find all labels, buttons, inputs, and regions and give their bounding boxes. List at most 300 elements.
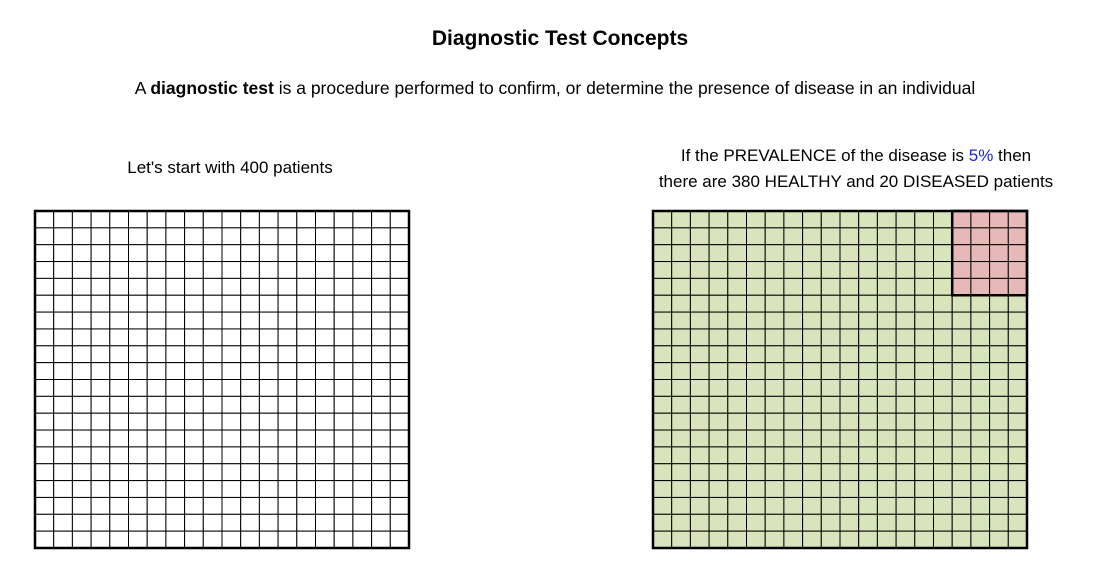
healthy-patient-cell: [990, 481, 1009, 498]
healthy-patient-cell: [821, 262, 840, 279]
patient-cell: [91, 278, 110, 295]
healthy-patient-cell: [709, 531, 728, 548]
patient-cell: [316, 514, 335, 531]
healthy-patient-cell: [859, 312, 878, 329]
healthy-patient-cell: [765, 262, 784, 279]
patient-cell: [222, 514, 241, 531]
patient-cell: [278, 447, 297, 464]
healthy-patient-cell: [803, 245, 822, 262]
patient-cell: [203, 295, 222, 312]
diseased-patient-cell: [990, 245, 1009, 262]
healthy-patient-cell: [896, 430, 915, 447]
patient-cell: [203, 312, 222, 329]
patient-cell: [372, 481, 391, 498]
patient-cell: [297, 380, 316, 397]
patient-cell: [166, 363, 185, 380]
healthy-patient-cell: [877, 245, 896, 262]
healthy-patient-cell: [690, 363, 709, 380]
patient-cell: [278, 312, 297, 329]
healthy-patient-cell: [709, 396, 728, 413]
healthy-patient-cell: [1008, 380, 1027, 397]
healthy-patient-cell: [653, 329, 672, 346]
patient-cell: [54, 245, 73, 262]
healthy-patient-cell: [896, 531, 915, 548]
patient-cell: [241, 278, 260, 295]
healthy-patient-cell: [728, 514, 747, 531]
patient-cell: [203, 464, 222, 481]
healthy-patient-cell: [1008, 514, 1027, 531]
patient-cell: [166, 346, 185, 363]
healthy-patient-cell: [1008, 329, 1027, 346]
patient-cell: [129, 481, 148, 498]
patient-cell: [185, 346, 204, 363]
patient-cell: [147, 363, 166, 380]
patient-cell: [241, 531, 260, 548]
patient-cell: [241, 262, 260, 279]
patient-cell: [334, 346, 353, 363]
patient-cell: [35, 447, 54, 464]
patient-cell: [353, 278, 372, 295]
healthy-patient-cell: [934, 447, 953, 464]
patient-cell: [35, 497, 54, 514]
healthy-patient-cell: [803, 447, 822, 464]
healthy-patient-cell: [915, 464, 934, 481]
patient-cell: [353, 481, 372, 498]
patient-cell: [35, 514, 54, 531]
patient-cell: [110, 447, 129, 464]
patient-cell: [166, 312, 185, 329]
healthy-patient-cell: [840, 514, 859, 531]
healthy-patient-cell: [728, 346, 747, 363]
patient-cell: [297, 329, 316, 346]
healthy-patient-cell: [934, 380, 953, 397]
patient-cell: [185, 531, 204, 548]
patient-cell: [129, 228, 148, 245]
healthy-patient-cell: [821, 531, 840, 548]
patient-cell: [222, 464, 241, 481]
patient-cell: [353, 346, 372, 363]
patient-cell: [316, 363, 335, 380]
healthy-patient-cell: [934, 464, 953, 481]
patient-cell: [35, 228, 54, 245]
healthy-patient-cell: [653, 312, 672, 329]
patient-cell: [72, 430, 91, 447]
patient-cell: [54, 514, 73, 531]
patient-cell: [203, 481, 222, 498]
healthy-patient-cell: [990, 413, 1009, 430]
healthy-patient-cell: [803, 295, 822, 312]
healthy-patient-cell: [915, 245, 934, 262]
patient-cell: [259, 228, 278, 245]
patient-cell: [353, 211, 372, 228]
healthy-patient-cell: [915, 363, 934, 380]
patient-cell: [372, 312, 391, 329]
healthy-patient-cell: [672, 396, 691, 413]
patient-cell: [54, 464, 73, 481]
healthy-patient-cell: [653, 228, 672, 245]
patient-cell: [72, 329, 91, 346]
healthy-patient-cell: [765, 464, 784, 481]
patient-cell: [372, 447, 391, 464]
patient-cell: [278, 211, 297, 228]
patient-cell: [372, 278, 391, 295]
healthy-patient-cell: [709, 464, 728, 481]
patient-cell: [353, 245, 372, 262]
healthy-patient-cell: [672, 531, 691, 548]
healthy-patient-cell: [765, 481, 784, 498]
patient-cell: [297, 464, 316, 481]
healthy-diseased-counts: there are 380 HEALTHY and 20 DISEASED patients: [658, 172, 1054, 191]
patient-cell: [185, 228, 204, 245]
patient-cell: [372, 295, 391, 312]
patient-cell: [35, 531, 54, 548]
healthy-patient-cell: [896, 447, 915, 464]
healthy-patient-cell: [784, 497, 803, 514]
patient-cell: [129, 531, 148, 548]
patient-cell: [372, 413, 391, 430]
healthy-patient-cell: [803, 228, 822, 245]
patient-cell: [72, 396, 91, 413]
healthy-patient-cell: [803, 514, 822, 531]
patient-cell: [185, 514, 204, 531]
patient-cell: [72, 211, 91, 228]
patient-cell: [147, 481, 166, 498]
patient-cell: [166, 413, 185, 430]
healthy-patient-cell: [747, 211, 766, 228]
patient-cell: [334, 329, 353, 346]
patient-cell: [297, 295, 316, 312]
healthy-patient-cell: [859, 531, 878, 548]
patient-cell: [297, 278, 316, 295]
healthy-patient-cell: [728, 211, 747, 228]
patient-cell: [353, 329, 372, 346]
healthy-patient-cell: [672, 363, 691, 380]
healthy-patient-cell: [990, 430, 1009, 447]
patient-cell: [334, 228, 353, 245]
healthy-patient-cell: [653, 245, 672, 262]
healthy-patient-cell: [765, 228, 784, 245]
healthy-patient-cell: [934, 497, 953, 514]
patient-cell: [390, 380, 409, 397]
patient-cell: [35, 363, 54, 380]
patient-cell: [110, 312, 129, 329]
patient-cell: [297, 363, 316, 380]
patient-cell: [166, 481, 185, 498]
healthy-patient-cell: [877, 380, 896, 397]
healthy-patient-cell: [709, 413, 728, 430]
patient-cell: [278, 380, 297, 397]
healthy-patient-cell: [859, 295, 878, 312]
patient-cell: [72, 312, 91, 329]
healthy-patient-cell: [952, 329, 971, 346]
healthy-patient-cell: [990, 380, 1009, 397]
healthy-patient-cell: [934, 481, 953, 498]
patient-cell: [390, 514, 409, 531]
patient-cell: [372, 228, 391, 245]
healthy-patient-cell: [859, 430, 878, 447]
patient-cell: [129, 497, 148, 514]
healthy-patient-cell: [990, 312, 1009, 329]
patient-cell: [334, 396, 353, 413]
healthy-patient-cell: [896, 413, 915, 430]
patient-cell: [166, 295, 185, 312]
healthy-patient-cell: [1008, 413, 1027, 430]
healthy-patient-cell: [1008, 363, 1027, 380]
healthy-patient-cell: [784, 245, 803, 262]
healthy-patient-cell: [728, 295, 747, 312]
patient-cell: [203, 346, 222, 363]
healthy-patient-cell: [934, 262, 953, 279]
diseased-patient-cell: [990, 211, 1009, 228]
patient-cell: [297, 481, 316, 498]
patient-cell: [334, 278, 353, 295]
patient-cell: [372, 464, 391, 481]
healthy-patient-cell: [952, 464, 971, 481]
healthy-patient-cell: [765, 312, 784, 329]
healthy-patient-cell: [728, 464, 747, 481]
patient-cell: [185, 211, 204, 228]
healthy-patient-cell: [690, 211, 709, 228]
diseased-patient-cell: [952, 278, 971, 295]
healthy-patient-cell: [821, 295, 840, 312]
healthy-patient-cell: [803, 211, 822, 228]
healthy-patient-cell: [653, 481, 672, 498]
healthy-patient-cell: [747, 514, 766, 531]
patient-cell: [54, 228, 73, 245]
healthy-patient-cell: [840, 245, 859, 262]
healthy-patient-cell: [859, 278, 878, 295]
patient-cell: [334, 481, 353, 498]
diseased-patient-cell: [990, 228, 1009, 245]
patient-cell: [129, 380, 148, 397]
patient-cell: [334, 413, 353, 430]
healthy-patient-cell: [728, 413, 747, 430]
patient-cell: [316, 329, 335, 346]
diseased-patient-cell: [1008, 262, 1027, 279]
healthy-patient-cell: [915, 447, 934, 464]
patient-cell: [241, 430, 260, 447]
healthy-patient-cell: [821, 228, 840, 245]
diseased-patient-cell: [971, 262, 990, 279]
healthy-patient-cell: [803, 278, 822, 295]
patient-cell: [35, 464, 54, 481]
healthy-patient-cell: [765, 514, 784, 531]
patient-cell: [129, 278, 148, 295]
patient-cell: [222, 363, 241, 380]
patient-cell: [297, 396, 316, 413]
patient-cell: [203, 262, 222, 279]
healthy-patient-cell: [915, 413, 934, 430]
healthy-patient-cell: [859, 329, 878, 346]
patient-cell: [390, 430, 409, 447]
healthy-patient-cell: [709, 380, 728, 397]
healthy-patient-cell: [971, 329, 990, 346]
patient-cell: [278, 262, 297, 279]
healthy-patient-cell: [915, 497, 934, 514]
healthy-patient-cell: [896, 481, 915, 498]
healthy-patient-cell: [840, 346, 859, 363]
patient-cell: [110, 329, 129, 346]
healthy-patient-cell: [859, 396, 878, 413]
healthy-patient-cell: [690, 430, 709, 447]
patient-cell: [54, 497, 73, 514]
right-panel-caption: [600, 143, 1112, 195]
patient-cell: [185, 245, 204, 262]
healthy-patient-cell: [821, 481, 840, 498]
patient-cell: [372, 380, 391, 397]
healthy-patient-cell: [840, 363, 859, 380]
patient-cell: [278, 396, 297, 413]
healthy-patient-cell: [784, 380, 803, 397]
healthy-patient-cell: [877, 396, 896, 413]
healthy-patient-cell: [896, 312, 915, 329]
healthy-patient-cell: [952, 363, 971, 380]
healthy-patient-cell: [672, 329, 691, 346]
patient-cell: [316, 278, 335, 295]
patient-cell: [316, 380, 335, 397]
patient-cell: [91, 497, 110, 514]
patient-cell: [129, 514, 148, 531]
patient-cell: [110, 531, 129, 548]
healthy-patient-cell: [840, 396, 859, 413]
patient-cell: [147, 396, 166, 413]
healthy-patient-cell: [747, 396, 766, 413]
patient-cell: [390, 481, 409, 498]
healthy-patient-cell: [728, 447, 747, 464]
patient-cell: [353, 464, 372, 481]
patient-cell: [54, 413, 73, 430]
healthy-patient-cell: [747, 295, 766, 312]
prevalence-caption-prefix: If the PREVALENCE of the disease is: [680, 146, 969, 165]
patient-cell: [334, 514, 353, 531]
healthy-patient-cell: [952, 413, 971, 430]
patient-cell: [147, 262, 166, 279]
healthy-patient-cell: [672, 481, 691, 498]
healthy-patient-cell: [840, 228, 859, 245]
patient-cell: [297, 312, 316, 329]
patient-cell: [147, 346, 166, 363]
healthy-patient-cell: [765, 380, 784, 397]
patient-cell: [110, 430, 129, 447]
patient-cell: [185, 430, 204, 447]
healthy-patient-cell: [709, 245, 728, 262]
healthy-patient-cell: [690, 312, 709, 329]
patient-cell: [110, 346, 129, 363]
patient-cell: [316, 211, 335, 228]
healthy-patient-cell: [821, 278, 840, 295]
healthy-patient-cell: [747, 329, 766, 346]
healthy-patient-cell: [784, 481, 803, 498]
patient-cell: [353, 228, 372, 245]
patient-cell: [316, 447, 335, 464]
healthy-patient-cell: [784, 514, 803, 531]
patient-cell: [259, 211, 278, 228]
patient-cell: [54, 481, 73, 498]
patient-cell: [147, 464, 166, 481]
patient-cell: [110, 396, 129, 413]
patient-cell: [110, 413, 129, 430]
patient-cell: [185, 464, 204, 481]
patient-cell: [297, 430, 316, 447]
patient-cell: [372, 346, 391, 363]
patient-cell: [54, 447, 73, 464]
patient-cell: [129, 262, 148, 279]
patient-cell: [259, 464, 278, 481]
patient-cell: [185, 278, 204, 295]
patient-cell: [185, 396, 204, 413]
healthy-patient-cell: [990, 329, 1009, 346]
patient-cell: [147, 278, 166, 295]
healthy-patient-cell: [934, 278, 953, 295]
healthy-patient-cell: [821, 464, 840, 481]
healthy-patient-cell: [1008, 464, 1027, 481]
patient-cell: [72, 363, 91, 380]
patient-cell: [241, 447, 260, 464]
patient-cell: [259, 295, 278, 312]
healthy-patient-cell: [1008, 481, 1027, 498]
patient-cell: [35, 481, 54, 498]
patient-cell: [54, 262, 73, 279]
healthy-patient-cell: [971, 346, 990, 363]
healthy-patient-cell: [765, 430, 784, 447]
patient-cell: [110, 211, 129, 228]
patient-cell: [203, 413, 222, 430]
healthy-patient-cell: [784, 262, 803, 279]
healthy-patient-cell: [971, 380, 990, 397]
patient-cell: [35, 413, 54, 430]
patient-cell: [316, 464, 335, 481]
patient-cell: [222, 295, 241, 312]
patient-cell: [390, 228, 409, 245]
patient-cell: [35, 245, 54, 262]
healthy-patient-cell: [934, 245, 953, 262]
patient-cell: [166, 329, 185, 346]
healthy-patient-cell: [653, 380, 672, 397]
patient-cell: [390, 278, 409, 295]
diseased-patient-cell: [971, 278, 990, 295]
patient-cell: [91, 295, 110, 312]
healthy-patient-cell: [915, 481, 934, 498]
patient-cell: [222, 430, 241, 447]
patient-cell: [297, 497, 316, 514]
healthy-patient-cell: [896, 295, 915, 312]
patient-cell: [334, 464, 353, 481]
healthy-patient-cell: [728, 531, 747, 548]
healthy-patient-cell: [859, 514, 878, 531]
healthy-patient-cell: [747, 228, 766, 245]
patient-cell: [259, 531, 278, 548]
patient-cell: [297, 413, 316, 430]
healthy-patient-cell: [821, 211, 840, 228]
healthy-patient-cell: [840, 211, 859, 228]
healthy-patient-cell: [672, 278, 691, 295]
healthy-patient-cell: [821, 497, 840, 514]
healthy-patient-cell: [877, 312, 896, 329]
healthy-patient-cell: [1008, 497, 1027, 514]
healthy-patient-cell: [859, 228, 878, 245]
patient-cell: [222, 329, 241, 346]
healthy-patient-cell: [728, 497, 747, 514]
healthy-patient-cell: [653, 262, 672, 279]
healthy-patient-cell: [821, 329, 840, 346]
patient-cell: [91, 481, 110, 498]
patient-cell: [185, 295, 204, 312]
patient-cell: [185, 413, 204, 430]
patient-cell: [334, 430, 353, 447]
patient-cell: [222, 481, 241, 498]
patient-cell: [147, 413, 166, 430]
patient-cell: [110, 497, 129, 514]
